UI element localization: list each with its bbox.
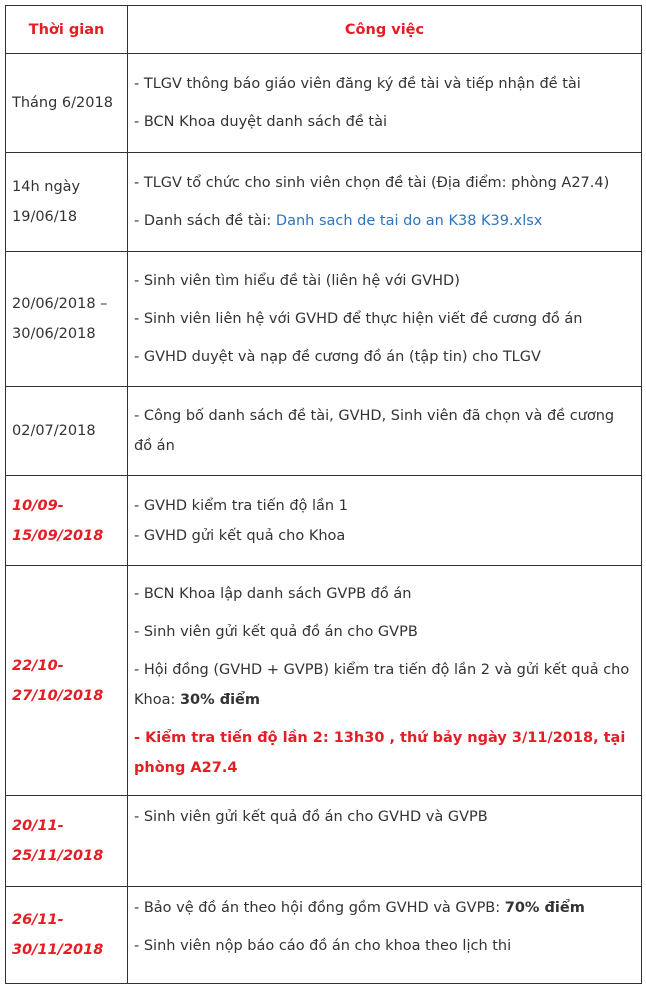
header-task: Công việc — [128, 6, 642, 54]
time-cell — [6, 887, 128, 984]
time-text: 27/10/2018 — [12, 687, 104, 704]
task-item — [134, 206, 635, 236]
header-time: Thời gian — [6, 6, 128, 54]
task-cell — [128, 476, 642, 566]
task-cell — [128, 566, 642, 796]
task-item — [134, 655, 635, 715]
task-item: - GVHD duyệt và nạp đề cương đồ án (tập tin) cho TLGV — [134, 349, 541, 365]
list-prefix: - Danh sách đề tài: — [134, 213, 276, 229]
task-cell — [128, 887, 642, 984]
time-text: 26/11- — [12, 912, 64, 928]
time-cell — [6, 54, 128, 153]
time-text: 14h ngày — [12, 179, 81, 195]
table-row — [6, 796, 642, 887]
schedule-table — [5, 5, 642, 984]
table-row — [6, 153, 642, 252]
time-cell — [6, 153, 128, 252]
task-cell — [128, 252, 642, 387]
topic-list-link[interactable]: Danh sach de tai do an K38 K39.xlsx — [275, 213, 543, 229]
time-text: 30/06/2018 — [12, 326, 96, 342]
time-text: 19/06/18 — [12, 209, 78, 225]
task-cell — [128, 387, 642, 476]
time-cell — [6, 566, 128, 796]
task-item: - BCN Khoa lập danh sách GVPB đồ án — [134, 585, 412, 602]
time-cell — [6, 476, 128, 566]
time-text: Tháng 6/2018 — [12, 95, 113, 111]
time-text: 15/09/2018 — [12, 527, 104, 544]
task-item: - TLGV tổ chức cho sinh viên chọn đề tài (Địa điểm: phòng A27.4) — [134, 175, 610, 191]
table-row — [6, 887, 642, 984]
time-text: 30/11/2018 — [12, 942, 104, 958]
task-cell — [128, 796, 642, 887]
task-item: - TLGV thông báo giáo viên đăng ký đề tài và tiếp nhận đề tài — [134, 76, 581, 92]
task-item: - GVHD kiểm tra tiến độ lần 1 — [134, 497, 348, 514]
task-cell — [128, 54, 642, 153]
time-text: 22/10- — [12, 657, 64, 674]
council-weight: 30% điểm — [179, 691, 261, 708]
time-cell — [6, 387, 128, 476]
time-text: 20/06/2018 – — [12, 296, 108, 312]
time-text: 10/09- — [12, 497, 64, 514]
progress-check-alert: - Kiểm tra tiến độ lần 2: 13h30 , thứ bảy ngày 3/11/2018, tại phòng A27.4 — [134, 729, 626, 776]
time-text: 20/11- — [12, 818, 64, 834]
defense-text: - Bảo vệ đồ án theo hội đồng gồm GVHD và GVPB: — [134, 900, 505, 916]
task-item: - Sinh viên gửi kết quả đồ án cho GVHD và GVPB — [134, 809, 488, 825]
task-item: - Sinh viên liên hệ với GVHD để thực hiện viết đề cương đồ án — [134, 311, 583, 327]
time-cell — [6, 252, 128, 387]
time-text: 02/07/2018 — [12, 423, 96, 439]
task-item: - Sinh viên gửi kết quả đồ án cho GVPB — [134, 623, 418, 640]
task-cell — [128, 153, 642, 252]
task-item — [134, 893, 635, 923]
task-item: - GVHD gửi kết quả cho Khoa — [134, 527, 346, 544]
table-row — [6, 387, 642, 476]
table-row — [6, 252, 642, 387]
time-text: 25/11/2018 — [12, 848, 104, 864]
time-cell — [6, 796, 128, 887]
table-row — [6, 476, 642, 566]
council-text: - Hội đồng (GVHD + GVPB) kiểm tra tiến độ lần 2 và gửi kết quả cho Khoa: — [134, 661, 630, 708]
table-row — [6, 54, 642, 153]
task-item: - BCN Khoa duyệt danh sách đề tài — [134, 114, 387, 130]
task-item: - Công bố danh sách đề tài, GVHD, Sinh viên đã chọn và đề cương đồ án — [134, 408, 615, 454]
defense-weight: 70% điểm — [504, 900, 585, 916]
table-row — [6, 566, 642, 796]
header-row — [6, 6, 642, 54]
task-item: - Sinh viên nộp báo cáo đồ án cho khoa theo lịch thi — [134, 938, 512, 954]
task-item: - Sinh viên tìm hiểu đề tài (liên hệ với GVHD) — [134, 273, 460, 289]
